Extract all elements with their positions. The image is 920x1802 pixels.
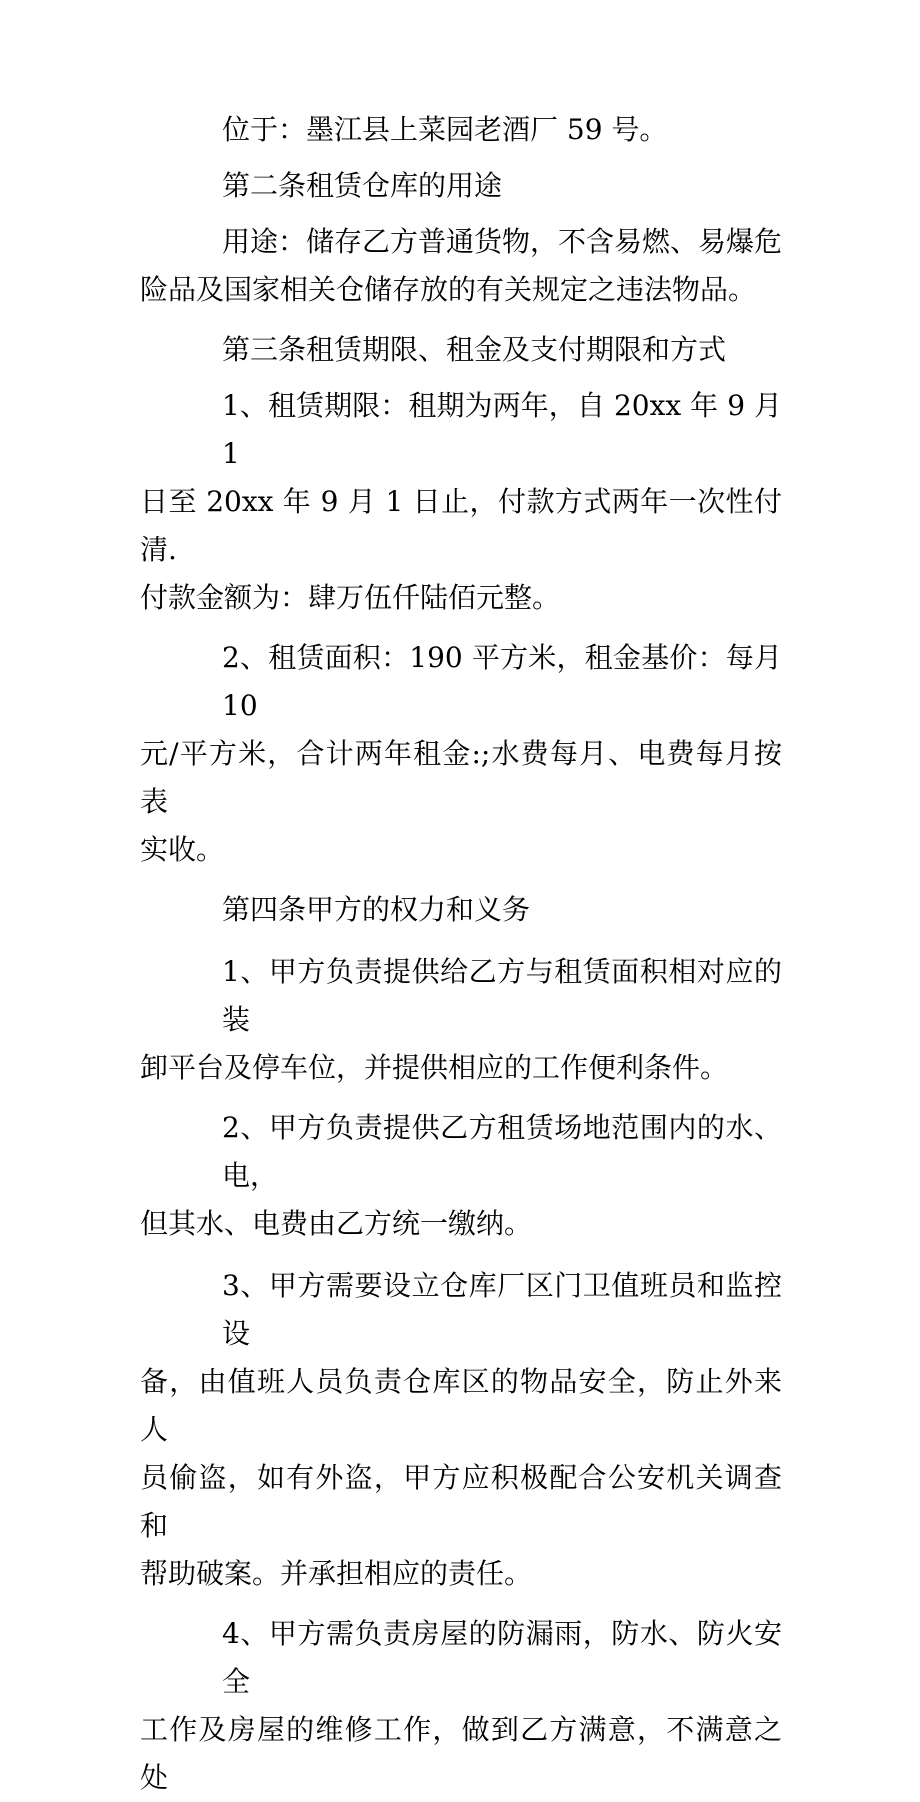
paragraph-spacer: [140, 934, 782, 948]
text-line: 工作及房屋的维修工作，做到乙方满意，不满意之处: [140, 1713, 782, 1794]
paragraph-p10: [140, 1262, 782, 1598]
text-line: 1、租赁期限：租期为两年，自 20xx 年 9 月 1: [222, 389, 782, 470]
text-line: 卸平台及停车位，并提供相应的工作便利条件。: [140, 1051, 729, 1084]
paragraph-p4: [140, 326, 782, 374]
paragraph-spacer: [140, 374, 782, 382]
text-line: 位于：墨江县上菜园老酒厂 59 号。: [222, 113, 668, 146]
paragraph-spacer: [140, 154, 782, 162]
text-line: 第二条租赁仓库的用途: [222, 169, 503, 202]
text-line: 1、甲方负责提供给乙方与租赁面积相对应的装: [222, 955, 782, 1036]
text-line: 日至 20xx 年 9 月 1 日止，付款方式两年一次性付清.: [140, 485, 782, 566]
text-line: 元/平方米，合计两年租金:;水费每月、电费每月按表: [140, 737, 782, 818]
paragraph-p11: [140, 1610, 782, 1802]
paragraph-p8: [140, 948, 782, 1092]
paragraph-spacer: [140, 314, 782, 326]
text-line: 险品及国家相关仓储存放的有关规定之违法物品。: [140, 273, 757, 306]
text-line: 用途：储存乙方普通货物，不含易燃、易爆危: [222, 225, 783, 258]
paragraph-p9: [140, 1104, 782, 1248]
paragraph-p2: [140, 162, 782, 210]
paragraph-spacer: [140, 1598, 782, 1610]
text-line: 员偷盗，如有外盗，甲方应积极配合公安机关调查和: [140, 1461, 782, 1542]
paragraph-spacer: [140, 622, 782, 634]
document-body: [140, 106, 782, 1802]
text-line: 2、租赁面积：190 平方米，租金基价：每月 10: [222, 641, 782, 722]
text-line: 第四条甲方的权力和义务: [222, 893, 531, 926]
text-line: 付款金额为：肆万伍仟陆佰元整。: [140, 581, 561, 614]
text-line: 第三条租赁期限、租金及支付期限和方式: [222, 333, 727, 366]
paragraph-p5: [140, 382, 782, 622]
paragraph-p1: [140, 106, 782, 154]
text-line: 2、甲方负责提供乙方租赁场地范围内的水、电，: [222, 1111, 782, 1192]
paragraph-spacer: [140, 874, 782, 886]
paragraph-spacer: [140, 210, 782, 218]
text-line: 但其水、电费由乙方统一缴纳。: [140, 1207, 533, 1240]
text-line: 备，由值班人员负责仓库区的物品安全，防止外来人: [140, 1365, 782, 1446]
paragraph-spacer: [140, 1092, 782, 1104]
paragraph-p7: [140, 886, 782, 934]
text-line: 3、甲方需要设立仓库厂区门卫值班员和监控设: [222, 1269, 782, 1350]
text-line: 帮助破案。并承担相应的责任。: [140, 1557, 533, 1590]
text-line: 实收。: [140, 833, 225, 866]
paragraph-p3: [140, 218, 782, 314]
paragraph-spacer: [140, 1248, 782, 1262]
text-line: 4、甲方需负责房屋的防漏雨，防水、防火安全: [222, 1617, 782, 1698]
paragraph-p6: [140, 634, 782, 874]
